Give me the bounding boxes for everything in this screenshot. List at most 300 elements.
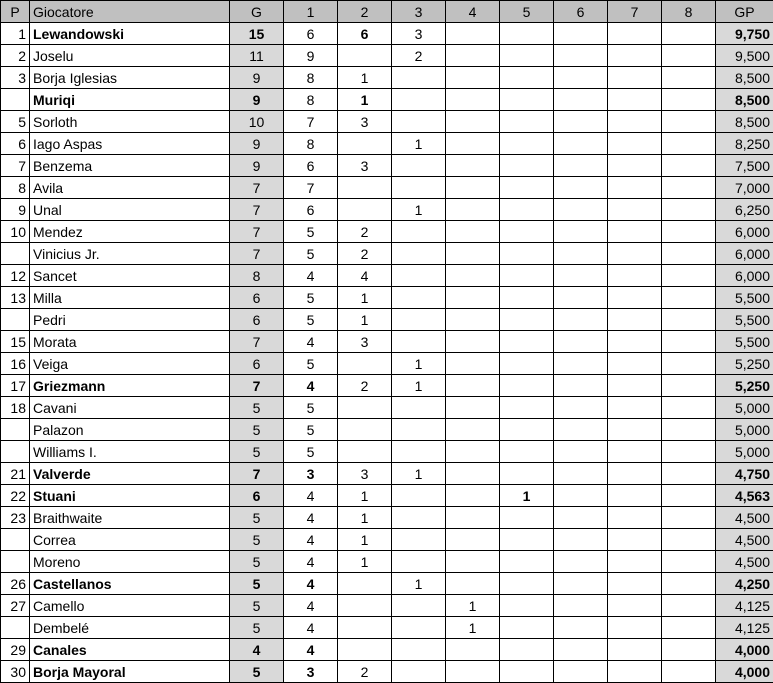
row-col-2 <box>338 177 392 199</box>
table-row <box>1 551 773 573</box>
row-col-2: 3 <box>338 463 392 485</box>
row-gp: 4,250 <box>716 573 773 595</box>
row-col-6 <box>554 177 608 199</box>
row-position: 7 <box>1 155 30 177</box>
row-player-name: Moreno <box>30 551 230 573</box>
table-row <box>1 221 773 243</box>
row-player-name: Borja Mayoral <box>30 661 230 683</box>
row-col-1: 8 <box>284 89 338 111</box>
row-col-7 <box>608 243 662 265</box>
row-position <box>1 89 30 111</box>
row-col-3 <box>392 243 446 265</box>
row-col-5 <box>500 397 554 419</box>
row-col-1: 4 <box>284 529 338 551</box>
header-col-7: 7 <box>608 1 662 23</box>
row-col-4 <box>446 375 500 397</box>
row-col-2: 1 <box>338 485 392 507</box>
row-col-4 <box>446 639 500 661</box>
row-col-2: 3 <box>338 111 392 133</box>
row-col-7 <box>608 265 662 287</box>
row-col-5 <box>500 265 554 287</box>
row-position: 27 <box>1 595 30 617</box>
row-position: 23 <box>1 507 30 529</box>
row-player-name: Griezmann <box>30 375 230 397</box>
row-col-1: 3 <box>284 661 338 683</box>
row-col-1: 7 <box>284 177 338 199</box>
row-col-2: 4 <box>338 265 392 287</box>
table-row <box>1 463 773 485</box>
row-position: 30 <box>1 661 30 683</box>
row-g: 5 <box>230 397 284 419</box>
row-col-6 <box>554 221 608 243</box>
row-col-2: 1 <box>338 529 392 551</box>
row-gp: 6,000 <box>716 221 773 243</box>
row-g: 5 <box>230 419 284 441</box>
row-col-6 <box>554 397 608 419</box>
row-col-2 <box>338 595 392 617</box>
row-col-8 <box>662 463 716 485</box>
row-col-1: 5 <box>284 243 338 265</box>
row-col-2: 2 <box>338 375 392 397</box>
row-col-7 <box>608 155 662 177</box>
row-gp: 6,000 <box>716 265 773 287</box>
row-col-1: 9 <box>284 45 338 67</box>
row-col-1: 4 <box>284 573 338 595</box>
row-g: 9 <box>230 133 284 155</box>
row-g: 7 <box>230 331 284 353</box>
table-row <box>1 309 773 331</box>
row-g: 6 <box>230 353 284 375</box>
row-col-3 <box>392 67 446 89</box>
header-gp: GP <box>716 1 773 23</box>
row-col-6 <box>554 331 608 353</box>
row-col-3 <box>392 639 446 661</box>
row-col-3: 1 <box>392 199 446 221</box>
row-gp: 5,000 <box>716 419 773 441</box>
row-col-5 <box>500 617 554 639</box>
row-col-6 <box>554 529 608 551</box>
row-gp: 8,250 <box>716 133 773 155</box>
row-col-2: 1 <box>338 551 392 573</box>
row-col-3: 1 <box>392 353 446 375</box>
row-col-7 <box>608 375 662 397</box>
row-g: 9 <box>230 155 284 177</box>
row-gp: 5,500 <box>716 331 773 353</box>
row-col-3 <box>392 617 446 639</box>
row-gp: 6,250 <box>716 199 773 221</box>
row-col-1: 5 <box>284 353 338 375</box>
row-col-7 <box>608 23 662 45</box>
row-player-name: Borja Iglesias <box>30 67 230 89</box>
row-col-8 <box>662 155 716 177</box>
row-col-1: 7 <box>284 111 338 133</box>
row-col-5 <box>500 45 554 67</box>
row-g: 7 <box>230 177 284 199</box>
row-g: 7 <box>230 199 284 221</box>
row-col-3 <box>392 419 446 441</box>
row-player-name: Sancet <box>30 265 230 287</box>
row-gp: 9,500 <box>716 45 773 67</box>
row-col-7 <box>608 45 662 67</box>
table-row <box>1 243 773 265</box>
row-g: 5 <box>230 617 284 639</box>
row-col-2: 2 <box>338 661 392 683</box>
row-player-name: Palazon <box>30 419 230 441</box>
row-col-1: 5 <box>284 309 338 331</box>
row-position: 21 <box>1 463 30 485</box>
row-col-8 <box>662 221 716 243</box>
row-g: 9 <box>230 67 284 89</box>
row-col-8 <box>662 441 716 463</box>
row-gp: 7,000 <box>716 177 773 199</box>
row-col-4 <box>446 397 500 419</box>
row-col-7 <box>608 617 662 639</box>
header-col-2: 2 <box>338 1 392 23</box>
row-col-2 <box>338 45 392 67</box>
row-col-7 <box>608 133 662 155</box>
row-col-2 <box>338 441 392 463</box>
row-col-2 <box>338 199 392 221</box>
header-position: P <box>1 1 30 23</box>
row-col-6 <box>554 463 608 485</box>
row-col-4 <box>446 155 500 177</box>
row-col-4 <box>446 463 500 485</box>
table-row <box>1 595 773 617</box>
row-gp: 4,563 <box>716 485 773 507</box>
row-gp: 4,000 <box>716 661 773 683</box>
row-player-name: Veiga <box>30 353 230 375</box>
row-player-name: Sorloth <box>30 111 230 133</box>
row-gp: 4,750 <box>716 463 773 485</box>
row-col-8 <box>662 45 716 67</box>
row-col-3 <box>392 155 446 177</box>
row-gp: 5,500 <box>716 287 773 309</box>
table-row <box>1 89 773 111</box>
row-col-2 <box>338 397 392 419</box>
row-gp: 4,500 <box>716 551 773 573</box>
table-row <box>1 133 773 155</box>
row-position: 15 <box>1 331 30 353</box>
row-player-name: Castellanos <box>30 573 230 595</box>
row-col-2: 2 <box>338 221 392 243</box>
row-col-6 <box>554 375 608 397</box>
row-col-4 <box>446 419 500 441</box>
row-col-8 <box>662 23 716 45</box>
row-g: 7 <box>230 375 284 397</box>
row-g: 6 <box>230 309 284 331</box>
row-position: 9 <box>1 199 30 221</box>
row-position: 16 <box>1 353 30 375</box>
row-col-1: 8 <box>284 133 338 155</box>
row-col-5 <box>500 661 554 683</box>
row-gp: 6,000 <box>716 243 773 265</box>
row-g: 5 <box>230 441 284 463</box>
row-col-6 <box>554 309 608 331</box>
row-col-7 <box>608 221 662 243</box>
row-col-4 <box>446 309 500 331</box>
row-col-8 <box>662 529 716 551</box>
row-gp: 8,500 <box>716 89 773 111</box>
row-col-3 <box>392 287 446 309</box>
row-col-5 <box>500 243 554 265</box>
row-col-8 <box>662 265 716 287</box>
row-col-6 <box>554 595 608 617</box>
row-col-8 <box>662 375 716 397</box>
row-gp: 5,000 <box>716 441 773 463</box>
table-row <box>1 661 773 683</box>
row-col-3 <box>392 221 446 243</box>
row-g: 9 <box>230 89 284 111</box>
row-col-7 <box>608 111 662 133</box>
row-col-3 <box>392 441 446 463</box>
row-col-3 <box>392 507 446 529</box>
row-col-4 <box>446 23 500 45</box>
row-g: 6 <box>230 485 284 507</box>
row-col-7 <box>608 529 662 551</box>
row-col-2 <box>338 639 392 661</box>
row-col-7 <box>608 89 662 111</box>
row-player-name: Benzema <box>30 155 230 177</box>
header-player: Giocatore <box>30 1 230 23</box>
table-row <box>1 287 773 309</box>
row-col-2 <box>338 573 392 595</box>
row-player-name: Braithwaite <box>30 507 230 529</box>
row-position <box>1 243 30 265</box>
row-col-4 <box>446 111 500 133</box>
row-col-8 <box>662 507 716 529</box>
row-g: 4 <box>230 639 284 661</box>
row-col-5: 1 <box>500 485 554 507</box>
row-col-8 <box>662 661 716 683</box>
row-gp: 5,250 <box>716 353 773 375</box>
row-position <box>1 309 30 331</box>
row-col-3 <box>392 265 446 287</box>
row-player-name: Correa <box>30 529 230 551</box>
table-row <box>1 23 773 45</box>
row-col-8 <box>662 287 716 309</box>
table-row <box>1 45 773 67</box>
row-col-5 <box>500 221 554 243</box>
row-position <box>1 617 30 639</box>
header-col-4: 4 <box>446 1 500 23</box>
row-col-8 <box>662 133 716 155</box>
row-col-5 <box>500 287 554 309</box>
row-gp: 8,500 <box>716 67 773 89</box>
row-col-6 <box>554 617 608 639</box>
row-player-name: Camello <box>30 595 230 617</box>
row-col-7 <box>608 397 662 419</box>
row-position <box>1 551 30 573</box>
table-row <box>1 265 773 287</box>
row-col-8 <box>662 199 716 221</box>
row-player-name: Unal <box>30 199 230 221</box>
row-col-8 <box>662 309 716 331</box>
row-col-5 <box>500 551 554 573</box>
row-col-5 <box>500 111 554 133</box>
row-col-3: 2 <box>392 45 446 67</box>
row-col-1: 4 <box>284 375 338 397</box>
row-col-6 <box>554 133 608 155</box>
row-col-7 <box>608 551 662 573</box>
row-gp: 7,500 <box>716 155 773 177</box>
row-position: 3 <box>1 67 30 89</box>
row-col-2: 3 <box>338 331 392 353</box>
row-col-3 <box>392 111 446 133</box>
row-player-name: Morata <box>30 331 230 353</box>
table-row <box>1 111 773 133</box>
row-col-6 <box>554 507 608 529</box>
row-col-5 <box>500 309 554 331</box>
header-col-5: 5 <box>500 1 554 23</box>
row-g: 5 <box>230 595 284 617</box>
row-col-8 <box>662 177 716 199</box>
row-col-5 <box>500 463 554 485</box>
header-col-3: 3 <box>392 1 446 23</box>
row-col-7 <box>608 639 662 661</box>
row-g: 5 <box>230 529 284 551</box>
row-col-4 <box>446 243 500 265</box>
table-row <box>1 155 773 177</box>
row-col-1: 4 <box>284 507 338 529</box>
row-col-7 <box>608 661 662 683</box>
row-col-2: 1 <box>338 287 392 309</box>
row-col-7 <box>608 507 662 529</box>
row-gp: 9,750 <box>716 23 773 45</box>
row-col-3 <box>392 177 446 199</box>
row-col-6 <box>554 573 608 595</box>
row-col-6 <box>554 287 608 309</box>
row-g: 8 <box>230 265 284 287</box>
row-col-4: 1 <box>446 617 500 639</box>
row-col-3 <box>392 397 446 419</box>
header-row <box>1 1 773 23</box>
row-position <box>1 419 30 441</box>
row-g: 5 <box>230 573 284 595</box>
row-col-2 <box>338 617 392 639</box>
row-col-1: 4 <box>284 617 338 639</box>
row-col-8 <box>662 89 716 111</box>
row-col-7 <box>608 309 662 331</box>
row-player-name: Joselu <box>30 45 230 67</box>
row-gp: 4,125 <box>716 595 773 617</box>
row-col-3 <box>392 485 446 507</box>
row-col-4 <box>446 573 500 595</box>
row-col-5 <box>500 331 554 353</box>
row-player-name: Cavani <box>30 397 230 419</box>
row-col-4 <box>446 287 500 309</box>
row-col-8 <box>662 397 716 419</box>
row-col-1: 4 <box>284 265 338 287</box>
row-position: 17 <box>1 375 30 397</box>
row-player-name: Iago Aspas <box>30 133 230 155</box>
row-col-4 <box>446 265 500 287</box>
row-g: 7 <box>230 463 284 485</box>
row-col-5 <box>500 419 554 441</box>
row-position: 13 <box>1 287 30 309</box>
row-col-6 <box>554 551 608 573</box>
row-col-3 <box>392 551 446 573</box>
row-col-2 <box>338 419 392 441</box>
row-position: 5 <box>1 111 30 133</box>
row-position: 18 <box>1 397 30 419</box>
row-gp: 4,500 <box>716 529 773 551</box>
row-g: 6 <box>230 287 284 309</box>
table-row <box>1 529 773 551</box>
row-col-5 <box>500 133 554 155</box>
row-g: 15 <box>230 23 284 45</box>
row-col-6 <box>554 661 608 683</box>
row-col-4 <box>446 661 500 683</box>
row-col-5 <box>500 199 554 221</box>
row-col-4 <box>446 529 500 551</box>
row-col-3: 3 <box>392 23 446 45</box>
row-col-3 <box>392 661 446 683</box>
row-col-1: 4 <box>284 639 338 661</box>
row-col-5 <box>500 573 554 595</box>
row-position: 6 <box>1 133 30 155</box>
row-col-1: 4 <box>284 551 338 573</box>
row-col-6 <box>554 639 608 661</box>
row-col-7 <box>608 595 662 617</box>
row-col-1: 3 <box>284 463 338 485</box>
row-col-7 <box>608 441 662 463</box>
row-col-5 <box>500 639 554 661</box>
row-gp: 8,500 <box>716 111 773 133</box>
row-col-3: 1 <box>392 133 446 155</box>
row-position: 2 <box>1 45 30 67</box>
row-player-name: Mendez <box>30 221 230 243</box>
row-col-7 <box>608 67 662 89</box>
row-position: 12 <box>1 265 30 287</box>
table-row <box>1 397 773 419</box>
table-row <box>1 353 773 375</box>
row-player-name: Stuani <box>30 485 230 507</box>
table-row <box>1 485 773 507</box>
header-col-8: 8 <box>662 1 716 23</box>
row-col-8 <box>662 639 716 661</box>
row-gp: 4,125 <box>716 617 773 639</box>
row-col-8 <box>662 243 716 265</box>
row-col-5 <box>500 441 554 463</box>
row-col-6 <box>554 199 608 221</box>
row-col-5 <box>500 375 554 397</box>
row-col-2: 1 <box>338 507 392 529</box>
row-col-5 <box>500 67 554 89</box>
row-col-6 <box>554 23 608 45</box>
row-col-4: 1 <box>446 595 500 617</box>
row-col-8 <box>662 67 716 89</box>
row-col-6 <box>554 155 608 177</box>
row-col-3: 1 <box>392 375 446 397</box>
row-g: 10 <box>230 111 284 133</box>
row-player-name: Milla <box>30 287 230 309</box>
row-gp: 5,000 <box>716 397 773 419</box>
row-col-2: 3 <box>338 155 392 177</box>
header-g: G <box>230 1 284 23</box>
row-col-7 <box>608 199 662 221</box>
row-col-8 <box>662 485 716 507</box>
row-player-name: Williams I. <box>30 441 230 463</box>
row-col-1: 6 <box>284 23 338 45</box>
table-body <box>1 23 773 683</box>
row-gp: 4,500 <box>716 507 773 529</box>
row-col-2: 2 <box>338 243 392 265</box>
row-position: 26 <box>1 573 30 595</box>
row-col-4 <box>446 133 500 155</box>
row-position: 10 <box>1 221 30 243</box>
row-g: 5 <box>230 661 284 683</box>
row-col-4 <box>446 89 500 111</box>
